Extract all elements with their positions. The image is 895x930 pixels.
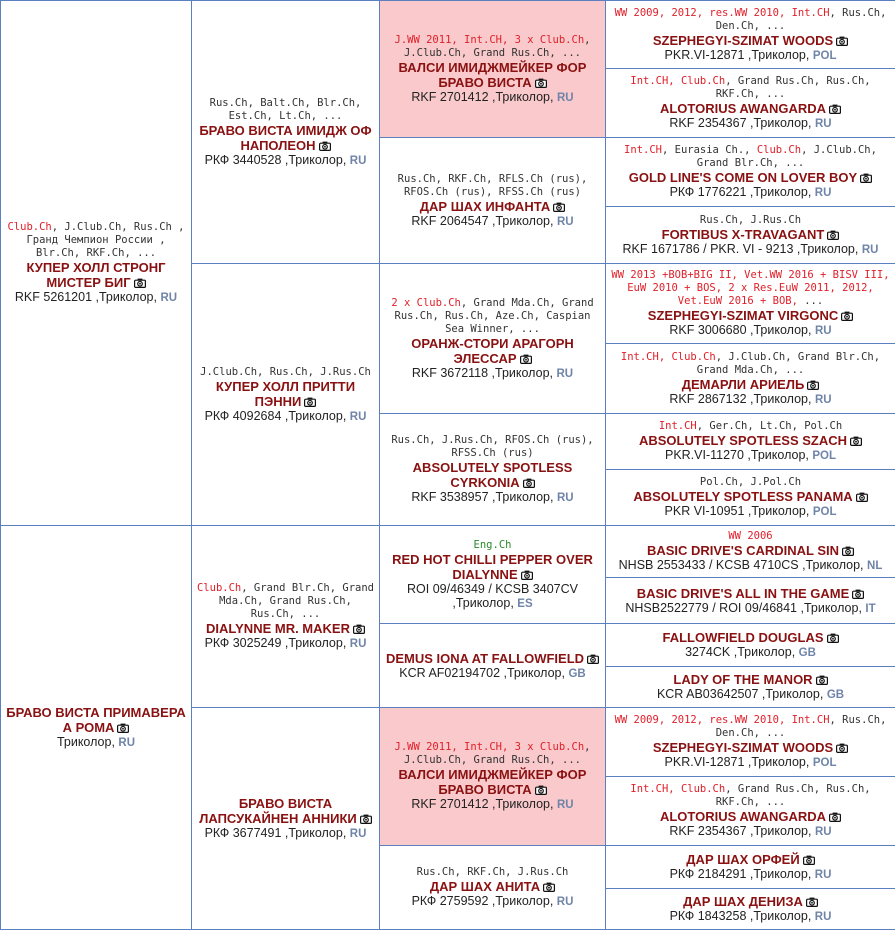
country-code: GB: [798, 647, 816, 659]
dog-name-link[interactable]: [4, 260, 188, 290]
title-text: , Rus.Ch, Den.Ch, ...: [715, 6, 887, 32]
registration-text: РКФ 2759592 ,Триколор,: [411, 894, 554, 908]
registration-text: RKF 3538957 ,Триколор,: [411, 490, 554, 504]
country-code: RU: [814, 826, 832, 838]
camera-icon[interactable]: [807, 378, 819, 388]
dog-name: БРАВО ВИСТА ИМИДЖ ОФ НАПОЛЕОН: [199, 122, 372, 153]
title-list: [4, 221, 188, 260]
registration-text: РКФ 1776221 ,Триколор,: [669, 185, 812, 199]
registration-line: [609, 185, 892, 200]
title-list: [609, 420, 892, 433]
country-code: RU: [814, 393, 832, 406]
camera-icon[interactable]: [117, 721, 129, 731]
registration-line: [195, 153, 376, 168]
dog-name: FORTIBUS X-TRAVAGANT: [661, 226, 825, 242]
registration-text: RKF 3006680 ,Триколор,: [669, 323, 812, 337]
dog-name-link[interactable]: [609, 489, 892, 504]
dog-name-link[interactable]: [609, 543, 892, 558]
sire-dam-sire: [380, 264, 606, 414]
registration-line: [383, 666, 602, 681]
camera-icon[interactable]: [852, 587, 864, 597]
title-list: [609, 783, 892, 809]
ancestor-sdsd: [606, 344, 895, 414]
dog-name: DIALYNNE MR. MAKER: [206, 621, 350, 636]
registration-text: РКФ 3440528 ,Триколор,: [204, 152, 347, 167]
title-text: , J.Club.Ch, Grand Blr.Ch, ...: [696, 144, 877, 169]
registration-line: [609, 755, 892, 770]
registration-text: KCR AF02194702 ,Триколор,: [399, 665, 565, 680]
sire: [1, 1, 192, 526]
title-text: J.WW 2011, Int.CH, 3 x Club.Ch: [394, 741, 585, 753]
title-text: , Eurasia Ch.,: [661, 144, 757, 156]
country-code: ES: [517, 597, 533, 610]
dog-name-link[interactable]: [609, 170, 892, 185]
registration-text: РКФ 2184291 ,Триколор,: [669, 867, 812, 881]
ancestor-ssdd: [606, 207, 895, 264]
dog-name: БРАВО ВИСТА ЛАПСУКАЙНЕН АННИКИ: [199, 796, 357, 826]
title-list: [609, 214, 892, 227]
camera-icon[interactable]: [319, 139, 331, 149]
country-code: RU: [861, 243, 879, 256]
title-text: WW 2009, 2012, res.WW 2010, Int.CH: [614, 6, 830, 19]
camera-icon[interactable]: [836, 34, 848, 44]
dog-name-link[interactable]: [609, 33, 892, 48]
title-list: [609, 351, 892, 377]
registration-text: RKF 2701412 ,Триколор,: [411, 89, 554, 104]
country-code: POL: [812, 49, 837, 62]
ancestor-ddsd: [606, 777, 895, 846]
dog-name: FALLOWFIELD DOUGLAS: [662, 630, 824, 645]
registration-line: [383, 490, 602, 505]
dog-name-link[interactable]: [609, 740, 892, 755]
camera-icon[interactable]: [535, 783, 547, 793]
title-list: [609, 530, 892, 543]
registration-text: RKF 2354367 ,Триколор,: [669, 824, 812, 838]
camera-icon[interactable]: [543, 880, 555, 890]
country-code: RU: [556, 215, 574, 228]
dog-name-link[interactable]: [195, 379, 376, 409]
title-text: , Grand Blr.Ch, Grand Mda.Ch, Grand Rus.Ch, Rus.Ch, ...: [219, 582, 375, 620]
camera-icon[interactable]: [535, 76, 547, 86]
registration-text: ROI 09/46349 / KCSB 3407CV ,Триколор,: [407, 581, 578, 610]
dam: [1, 526, 192, 930]
registration-text: RKF 3672118 ,Триколор,: [411, 365, 553, 380]
dam-dam-sire: [380, 708, 606, 846]
country-code: RU: [349, 638, 367, 650]
registration-line: [609, 867, 892, 882]
ancestor-dssd: [606, 578, 895, 624]
registration-line: [609, 909, 892, 924]
registration-line: [609, 601, 892, 616]
registration-line: [195, 826, 376, 841]
title-text: Rus.Ch, RKF.Ch, J.Rus.Ch: [416, 866, 569, 878]
country-code: RU: [814, 118, 832, 130]
dog-name: ДЕМАРЛИ АРИЕЛЬ: [681, 376, 805, 392]
camera-icon[interactable]: [860, 171, 872, 181]
title-text: Int.CH, Club.Ch: [630, 783, 726, 795]
dog-name-link[interactable]: [609, 672, 892, 687]
dog-name-link[interactable]: [383, 651, 602, 666]
registration-line: [383, 797, 602, 812]
ancestor-dsss: [606, 526, 895, 578]
camera-icon[interactable]: [553, 200, 565, 210]
title-list: [195, 97, 376, 123]
dog-name: ALOTORIUS AWANGARDA: [659, 101, 827, 116]
dog-name: BASIC DRIVE'S ALL IN THE GAME: [636, 585, 850, 601]
ancestor-ssss: [606, 1, 895, 69]
title-text: Club.Ch: [196, 582, 242, 594]
registration-line: [383, 894, 602, 909]
dog-name-link[interactable]: [609, 227, 892, 242]
registration-text: PKR.VI-12871 ,Триколор,: [664, 755, 810, 769]
registration-line: [609, 448, 892, 463]
registration-text: RKF 2701412 ,Триколор,: [411, 797, 554, 811]
dog-name-link[interactable]: [195, 621, 376, 636]
title-list: [609, 144, 892, 170]
dog-name: SZEPHEGYI-SZIMAT VIRGONC: [647, 308, 839, 323]
title-text: , Grand Rus.Ch, Rus.Ch, RKF.Ch, ...: [715, 783, 871, 808]
sire-sire: [192, 1, 380, 264]
registration-text: РКФ 3677491 ,Триколор,: [204, 826, 347, 840]
dog-name-link[interactable]: [609, 101, 892, 116]
dog-name-link[interactable]: [609, 377, 892, 392]
title-list: [609, 269, 892, 308]
registration-line: [195, 636, 376, 651]
dog-name-link[interactable]: [609, 894, 892, 909]
camera-icon[interactable]: [836, 741, 848, 751]
title-text: Pol.Ch, J.Pol.Ch: [699, 476, 802, 488]
title-list: [383, 741, 602, 767]
registration-line: [4, 735, 188, 750]
dog-name: GOLD LINE'S COME ON LOVER BOY: [628, 170, 858, 185]
dog-name-link[interactable]: [609, 809, 892, 824]
title-text: , J.Club.Ch, Grand Rus.Ch, ...: [403, 741, 591, 766]
sire-dam: [192, 264, 380, 526]
registration-text: PKR.VI-12871 ,Триколор,: [664, 47, 810, 62]
title-text: , Grand Mda.Ch, Grand Rus.Ch, Rus.Ch, Aze.Ch, Caspian Sea Winner, ...: [394, 296, 594, 335]
title-text: Club.Ch: [756, 144, 802, 156]
camera-icon[interactable]: [856, 490, 868, 500]
title-list: [609, 75, 892, 101]
title-text: Int.CH, Club.Ch: [620, 350, 716, 363]
country-code: RU: [556, 91, 574, 104]
country-code: IT: [865, 602, 876, 615]
title-list: [609, 7, 892, 33]
title-list: [195, 582, 376, 621]
title-text: Rus.Ch, Balt.Ch, Blr.Ch, Est.Ch, Lt.Ch, ...: [209, 96, 362, 122]
registration-line: [609, 48, 892, 63]
dog-name: BASIC DRIVE'S CARDINAL SIN: [646, 543, 840, 558]
dog-name-link[interactable]: [609, 433, 892, 448]
registration-line: [383, 582, 602, 611]
dog-name-link[interactable]: [609, 852, 892, 867]
registration-text: РКФ 4092684 ,Триколор,: [204, 408, 347, 423]
title-list: [383, 173, 602, 199]
title-list: [609, 714, 892, 740]
country-code: RU: [349, 828, 367, 840]
title-text: Int.CH, Club.Ch: [630, 75, 726, 87]
dog-name-link[interactable]: [383, 199, 602, 214]
dog-name: КУПЕР ХОЛЛ ПРИТТИ ПЭННИ: [215, 378, 356, 409]
country-code: RU: [556, 896, 574, 908]
dog-name: ДАР ШАХ ОРФЕЙ: [686, 852, 800, 867]
title-text: J.Club.Ch, Rus.Ch, J.Rus.Ch: [200, 365, 371, 378]
title-text: 2 x Club.Ch: [391, 296, 461, 309]
country-code: RU: [160, 292, 178, 304]
ancestor-ddss: [606, 708, 895, 777]
country-code: RU: [349, 154, 367, 167]
dog-name: RED HOT CHILLI PEPPER OVER DIALYNNE: [392, 551, 593, 582]
camera-icon[interactable]: [523, 476, 535, 486]
dog-name-link[interactable]: [609, 630, 892, 645]
title-text: WW 2006: [728, 530, 773, 542]
registration-line: [609, 116, 892, 131]
dog-name: LADY OF THE MANOR: [673, 672, 813, 687]
title-text: Club.Ch: [7, 221, 52, 233]
country-code: POL: [812, 506, 837, 518]
title-list: [383, 34, 602, 60]
dam-dam: [192, 708, 380, 930]
camera-icon[interactable]: [806, 895, 818, 905]
dog-name-link[interactable]: [383, 552, 602, 582]
ancestor-dsds: [606, 624, 895, 667]
ancestor-sssd: [606, 69, 895, 138]
dog-name: DEMUS IONA AT FALLOWFIELD: [385, 650, 585, 666]
dog-name: ВАЛСИ ИМИДЖМЕЙКЕР ФОР БРАВО ВИСТА: [398, 59, 587, 90]
registration-line: [609, 242, 892, 257]
dam-sire: [192, 526, 380, 708]
dog-name: ALOTORIUS AWANGARDA: [659, 809, 827, 824]
dam-dam-dam: [380, 846, 606, 930]
title-text: WW 2013 +BOB+BIG II, Vet.WW 2016 + BISV III, EuW 2010 + BOS, 2 x Res.EuW 2011, 2012, Vet.EuW 2016 + BOB,: [611, 269, 890, 307]
dog-name-link[interactable]: [195, 796, 376, 826]
dog-name-link[interactable]: [383, 767, 602, 797]
title-list: [383, 434, 602, 460]
registration-line: [609, 687, 892, 702]
title-text: Rus.Ch, RKF.Ch, RFLS.Ch (rus), RFOS.Ch (rus), RFSS.Ch (rus): [397, 172, 588, 198]
country-code: POL: [812, 450, 836, 462]
title-list: [195, 366, 376, 379]
title-text: Rus.Ch, J.Rus.Ch: [699, 213, 802, 226]
country-code: RU: [556, 367, 574, 380]
camera-icon[interactable]: [829, 102, 841, 112]
ancestor-sddd: [606, 470, 895, 526]
ancestor-dddd: [606, 889, 895, 930]
registration-line: [609, 504, 892, 519]
sire-sire-sire: [380, 1, 606, 138]
registration-text: RKF 2064547 ,Триколор,: [411, 213, 554, 228]
camera-icon[interactable]: [842, 544, 854, 554]
country-code: GB: [826, 689, 845, 701]
ancestor-sdds: [606, 414, 895, 470]
dog-name-link[interactable]: [383, 60, 602, 90]
country-code: POL: [812, 757, 837, 769]
title-text: Eng.Ch: [473, 538, 512, 551]
country-code: NL: [867, 560, 883, 572]
registration-text: RKF 1671786 / PKR. VI - 9213 ,Триколор,: [622, 241, 859, 256]
sire-dam-dam: [380, 414, 606, 526]
camera-icon[interactable]: [134, 276, 146, 286]
dog-name-link[interactable]: [4, 705, 188, 735]
country-code: RU: [814, 869, 832, 881]
title-text: J.WW 2011, Int.CH, 3 x Club.Ch: [394, 33, 585, 46]
title-list: [383, 297, 602, 336]
registration-text: RKF 2867132 ,Триколор,: [669, 391, 812, 406]
dog-name: ДАР ШАХ ДЕНИЗА: [683, 894, 803, 909]
camera-icon[interactable]: [850, 434, 862, 444]
country-code: RU: [349, 410, 367, 423]
title-text: , Rus.Ch, Den.Ch, ...: [715, 714, 887, 739]
registration-text: NHSB 2553433 / KCSB 4710CS ,Триколор,: [618, 558, 864, 572]
title-text: ...: [797, 295, 824, 307]
dog-name: SZEPHEGYI-SZIMAT WOODS: [652, 32, 834, 48]
camera-icon[interactable]: [827, 631, 839, 641]
country-code: RU: [814, 325, 832, 337]
country-code: RU: [556, 799, 574, 811]
dog-name: ДАР ШАХ ИНФАНТА: [419, 198, 551, 214]
registration-text: PKR VI-10951 ,Триколор,: [664, 504, 810, 518]
title-list: [383, 539, 602, 552]
camera-icon[interactable]: [353, 622, 365, 632]
dam-sire-sire: [380, 526, 606, 624]
camera-icon[interactable]: [803, 853, 815, 863]
dog-name-link[interactable]: [383, 460, 602, 490]
registration-text: RKF 2354367 ,Триколор,: [669, 116, 812, 130]
ancestor-ddds: [606, 846, 895, 889]
title-text: Int.CH: [624, 144, 662, 156]
dog-name: SZEPHEGYI-SZIMAT WOODS: [652, 740, 834, 755]
title-text: , Grand Rus.Ch, Rus.Ch, RKF.Ch, ...: [715, 75, 871, 100]
country-code: RU: [556, 492, 574, 504]
title-text: , J.Club.Ch, Grand Blr.Ch, Grand Mda.Ch, ...: [696, 350, 881, 376]
camera-icon[interactable]: [829, 810, 841, 820]
dog-name-link[interactable]: [609, 586, 892, 601]
registration-text: Триколор,: [56, 735, 115, 749]
dog-name-link[interactable]: [383, 879, 602, 894]
dog-name-link[interactable]: [383, 336, 602, 366]
registration-text: NHSB2522779 / ROI 09/46841 ,Триколор,: [625, 600, 862, 615]
registration-line: [4, 290, 188, 305]
title-text: , Ger.Ch, Lt.Ch, Pol.Ch: [696, 420, 843, 432]
title-text: Rus.Ch, J.Rus.Ch, RFOS.Ch (rus), RFSS.Ch (rus): [391, 434, 594, 459]
title-list: [609, 476, 892, 489]
country-code: RU: [814, 187, 832, 199]
dog-name-link[interactable]: [609, 308, 892, 323]
title-text: , J.Club.Ch, Grand Rus.Ch, ...: [403, 33, 591, 59]
country-code: GB: [568, 667, 586, 680]
title-list: [383, 866, 602, 879]
dog-name: ОРАНЖ-СТОРИ АРАГОРН ЭЛЕССАР: [411, 335, 574, 366]
registration-text: РКФ 3025249 ,Триколор,: [204, 636, 347, 650]
registration-text: RKF 5261201 ,Триколор,: [14, 290, 157, 304]
registration-line: [609, 323, 892, 338]
ancestor-ssds: [606, 138, 895, 207]
registration-text: KCR AB03642507 ,Триколор,: [656, 687, 824, 701]
dog-name: ВАЛСИ ИМИДЖМЕЙКЕР ФОР БРАВО ВИСТА: [398, 767, 587, 797]
registration-line: [609, 645, 892, 660]
sire-sire-dam: [380, 138, 606, 264]
title-text: WW 2009, 2012, res.WW 2010, Int.CH: [614, 714, 830, 726]
camera-icon[interactable]: [360, 812, 372, 822]
registration-line: [609, 558, 892, 573]
registration-line: [383, 366, 602, 381]
title-text: Int.CH: [658, 420, 697, 432]
country-code: RU: [814, 911, 832, 923]
registration-text: 3274CK ,Триколор,: [685, 645, 796, 659]
country-code: RU: [118, 737, 136, 749]
registration-line: [195, 409, 376, 424]
ancestor-dsdd: [606, 667, 895, 708]
dog-name: БРАВО ВИСТА ПРИМАВЕРА А РОМА: [6, 705, 186, 735]
camera-icon[interactable]: [521, 568, 533, 578]
ancestor-sdss: [606, 264, 895, 344]
title-text: , J.Club.Ch, Rus.Ch , Гранд Чемпион России , Blr.Ch, RKF.Ch, ...: [26, 221, 185, 259]
registration-line: [383, 90, 602, 105]
camera-icon[interactable]: [827, 228, 839, 238]
camera-icon[interactable]: [816, 673, 828, 683]
registration-line: [609, 824, 892, 839]
dog-name: ДАР ШАХ АНИТА: [429, 879, 541, 894]
dog-name: ABSOLUTELY SPOTLESS CYRKONIA: [412, 460, 573, 490]
dog-name-link[interactable]: [195, 123, 376, 153]
camera-icon[interactable]: [304, 395, 316, 405]
camera-icon[interactable]: [587, 652, 599, 662]
dog-name: ABSOLUTELY SPOTLESS SZACH: [638, 433, 848, 448]
registration-line: [383, 214, 602, 229]
camera-icon[interactable]: [841, 309, 853, 319]
registration-text: РКФ 1843258 ,Триколор,: [669, 909, 812, 923]
dog-name: КУПЕР ХОЛЛ СТРОНГ МИСТЕР БИГ: [26, 260, 166, 290]
camera-icon[interactable]: [520, 352, 532, 362]
dam-sire-dam: [380, 624, 606, 708]
dog-name: ABSOLUTELY SPOTLESS PANAMA: [633, 489, 853, 504]
registration-text: PKR.VI-11270 ,Триколор,: [664, 448, 809, 462]
registration-line: [609, 392, 892, 407]
